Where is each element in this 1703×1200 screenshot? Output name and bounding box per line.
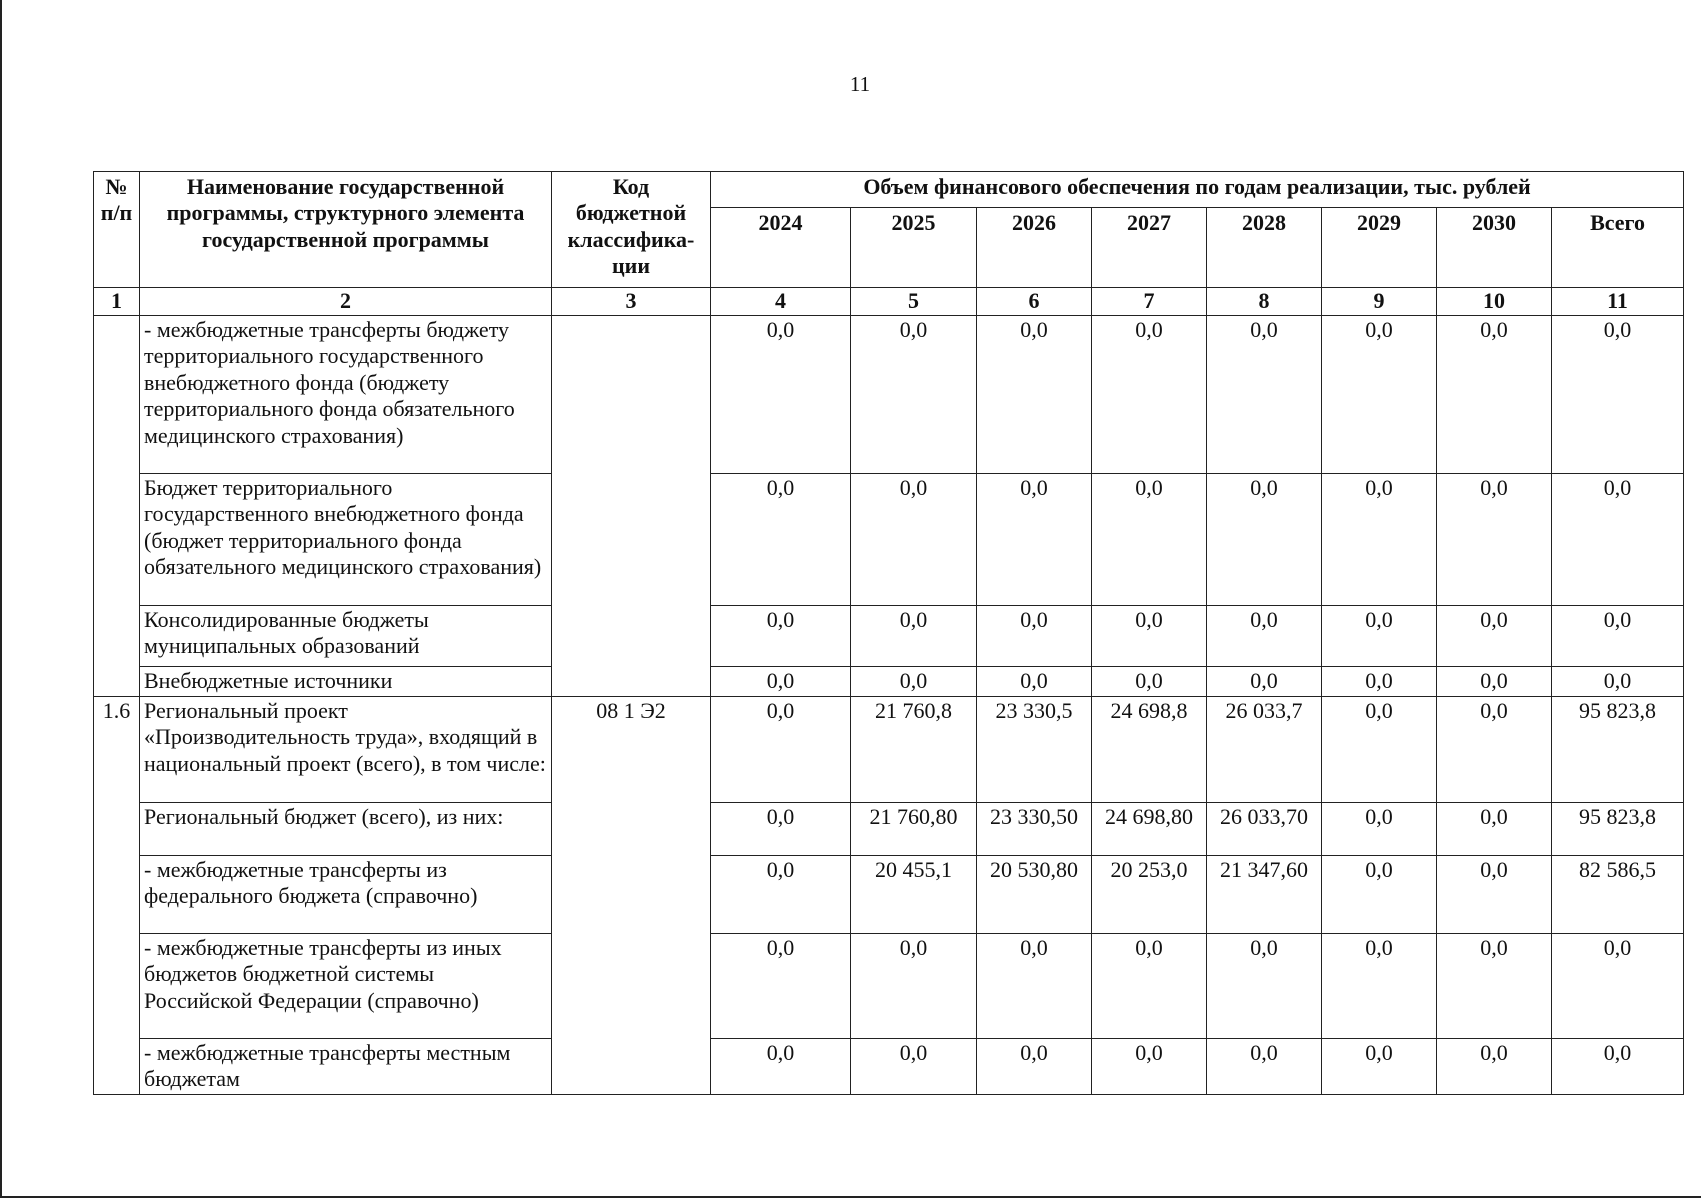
value-cell: 0,0	[711, 606, 851, 667]
value-cell: 21 760,8	[851, 697, 977, 803]
table-row	[94, 697, 1684, 803]
header-year: 2026	[977, 208, 1092, 288]
value-cell: 0,0	[851, 934, 977, 1039]
header-index: № п/п	[94, 172, 140, 288]
column-number: 3	[552, 288, 711, 316]
value-cell: 0,0	[1207, 316, 1322, 474]
value-cell: 26 033,7	[1207, 697, 1322, 803]
total-cell: 95 823,8	[1552, 803, 1684, 856]
value-cell: 0,0	[1322, 606, 1437, 667]
value-cell: 0,0	[711, 316, 851, 474]
header-total: Всего	[1552, 208, 1684, 288]
column-number: 5	[851, 288, 977, 316]
value-cell: 0,0	[1207, 606, 1322, 667]
total-cell: 0,0	[1552, 667, 1684, 697]
value-cell: 20 455,1	[851, 856, 977, 934]
value-cell: 0,0	[1322, 697, 1437, 803]
table-row	[94, 316, 1684, 474]
value-cell: 26 033,70	[1207, 803, 1322, 856]
table-row	[94, 856, 1684, 934]
value-cell: 20 530,80	[977, 856, 1092, 934]
value-cell: 0,0	[711, 667, 851, 697]
table-row	[94, 667, 1684, 697]
value-cell: 0,0	[1092, 667, 1207, 697]
row-code: 08 1 Э2	[552, 697, 711, 1095]
value-cell: 0,0	[1437, 606, 1552, 667]
budget-table	[93, 171, 1684, 1095]
value-cell: 21 760,80	[851, 803, 977, 856]
column-number: 1	[94, 288, 140, 316]
total-cell: 0,0	[1552, 606, 1684, 667]
value-cell: 0,0	[1322, 667, 1437, 697]
column-number: 10	[1437, 288, 1552, 316]
value-cell: 0,0	[1322, 474, 1437, 606]
value-cell: 21 347,60	[1207, 856, 1322, 934]
total-cell: 82 586,5	[1552, 856, 1684, 934]
value-cell: 0,0	[711, 474, 851, 606]
total-cell: 0,0	[1552, 934, 1684, 1039]
column-number: 8	[1207, 288, 1322, 316]
row-name: Бюджет территориального государственного внебюджетного фонда (бюджет территориального фонда обязательного медицинского страхования)	[140, 474, 552, 606]
value-cell: 0,0	[1437, 803, 1552, 856]
header-volume: Объем финансового обеспечения по годам реализации, тыс. рублей	[711, 172, 1684, 208]
row-name: - межбюджетные трансферты из иных бюджетов бюджетной системы Российской Федерации (справочно)	[140, 934, 552, 1039]
page-number: 11	[849, 72, 871, 96]
header-year: 2024	[711, 208, 851, 288]
value-cell: 20 253,0	[1092, 856, 1207, 934]
header-year: 2027	[1092, 208, 1207, 288]
value-cell: 0,0	[977, 474, 1092, 606]
value-cell: 0,0	[977, 606, 1092, 667]
row-name: - межбюджетные трансферты местным бюджетам	[140, 1039, 552, 1095]
value-cell: 23 330,5	[977, 697, 1092, 803]
value-cell: 0,0	[711, 934, 851, 1039]
row-name: Консолидированные бюджеты муниципальных образований	[140, 606, 552, 667]
header-name: Наименование государственной программы, структурного элемента государственной программы	[140, 172, 552, 288]
value-cell: 0,0	[977, 1039, 1092, 1095]
total-cell: 0,0	[1552, 1039, 1684, 1095]
value-cell: 0,0	[1322, 856, 1437, 934]
row-name: Региональный бюджет (всего), из них:	[140, 803, 552, 856]
column-number: 4	[711, 288, 851, 316]
value-cell: 0,0	[851, 474, 977, 606]
value-cell: 0,0	[1092, 606, 1207, 667]
value-cell: 0,0	[1437, 316, 1552, 474]
row-name: - межбюджетные трансферты из федерального бюджета (справочно)	[140, 856, 552, 934]
row-index-cell	[94, 316, 140, 697]
value-cell: 0,0	[1207, 934, 1322, 1039]
value-cell: 24 698,8	[1092, 697, 1207, 803]
table-row	[94, 474, 1684, 606]
value-cell: 0,0	[1092, 1039, 1207, 1095]
header-code: Код бюджетной классифика-ции	[552, 172, 711, 288]
header-year: 2030	[1437, 208, 1552, 288]
value-cell: 0,0	[1437, 474, 1552, 606]
column-number: 9	[1322, 288, 1437, 316]
value-cell: 23 330,50	[977, 803, 1092, 856]
value-cell: 0,0	[1207, 1039, 1322, 1095]
value-cell: 0,0	[1437, 934, 1552, 1039]
value-cell: 0,0	[1437, 697, 1552, 803]
value-cell: 0,0	[851, 1039, 977, 1095]
value-cell: 0,0	[977, 316, 1092, 474]
value-cell: 0,0	[1092, 934, 1207, 1039]
value-cell: 0,0	[1322, 316, 1437, 474]
total-cell: 95 823,8	[1552, 697, 1684, 803]
column-number: 6	[977, 288, 1092, 316]
value-cell: 0,0	[711, 803, 851, 856]
table-row	[94, 606, 1684, 667]
row-index: 1.6	[94, 697, 140, 1095]
row-name: Внебюджетные источники	[140, 667, 552, 697]
table-row	[94, 1039, 1684, 1095]
value-cell: 0,0	[977, 934, 1092, 1039]
value-cell: 0,0	[1207, 667, 1322, 697]
row-name: - межбюджетные трансферты бюджету территориального государственного внебюджетного фонда (бюджету территориального фонда обязательного медицинского страхования)	[140, 316, 552, 474]
value-cell: 0,0	[711, 1039, 851, 1095]
value-cell: 0,0	[1092, 316, 1207, 474]
table-row	[94, 934, 1684, 1039]
header-year: 2025	[851, 208, 977, 288]
table-row	[94, 803, 1684, 856]
value-cell: 0,0	[1322, 1039, 1437, 1095]
value-cell: 0,0	[1437, 1039, 1552, 1095]
value-cell: 0,0	[1322, 803, 1437, 856]
value-cell: 0,0	[851, 606, 977, 667]
value-cell: 0,0	[711, 697, 851, 803]
header-year: 2029	[1322, 208, 1437, 288]
column-number: 11	[1552, 288, 1684, 316]
value-cell: 0,0	[711, 856, 851, 934]
value-cell: 24 698,80	[1092, 803, 1207, 856]
header-year: 2028	[1207, 208, 1322, 288]
column-number: 7	[1092, 288, 1207, 316]
value-cell: 0,0	[1092, 474, 1207, 606]
value-cell: 0,0	[1207, 474, 1322, 606]
value-cell: 0,0	[851, 667, 977, 697]
value-cell: 0,0	[1322, 934, 1437, 1039]
row-code-cell	[552, 316, 711, 697]
value-cell: 0,0	[851, 316, 977, 474]
value-cell: 0,0	[1437, 856, 1552, 934]
row-name: Региональный проект «Производительность труда», входящий в национальный проект (всего), в том числе:	[140, 697, 552, 803]
total-cell: 0,0	[1552, 474, 1684, 606]
value-cell: 0,0	[977, 667, 1092, 697]
value-cell: 0,0	[1437, 667, 1552, 697]
column-number: 2	[140, 288, 552, 316]
total-cell: 0,0	[1552, 316, 1684, 474]
